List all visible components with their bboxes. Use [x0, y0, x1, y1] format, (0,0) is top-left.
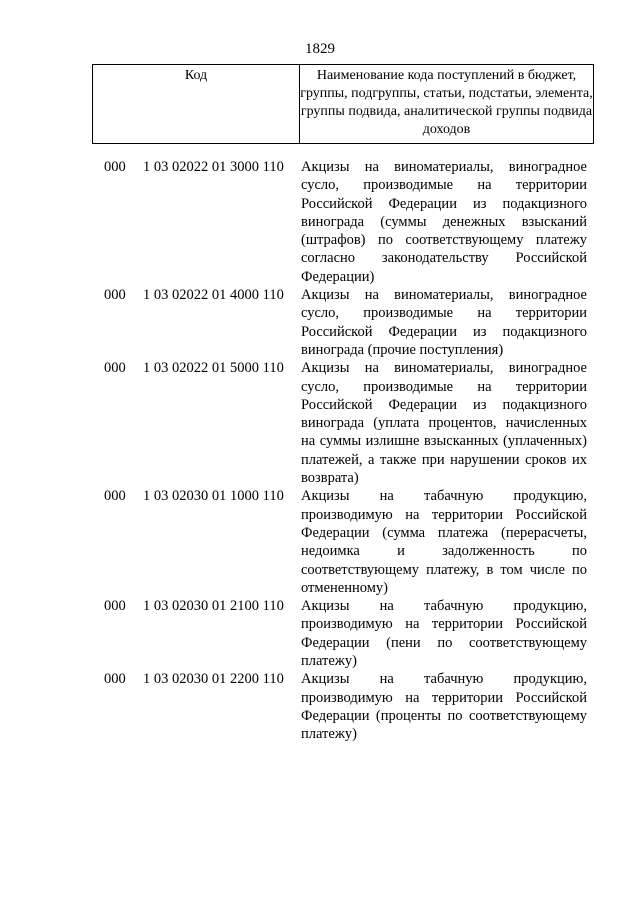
revenue-code: 1 03 02022 01 4000 110 — [143, 287, 284, 304]
revenue-name: Акцизы на табачную продукцию, производимую на территории Российской Федерации (пени по соответствующему платежу) — [301, 598, 587, 670]
revenue-name: Акцизы на виноматериалы, виноградное сусло, производимые на территории Российской Федерации из подакцизного винограда (суммы денежных взысканий (штрафов) по соответствующему платежу согласно законодательству Российской Федерации) — [301, 159, 587, 285]
code-column-header: Код — [93, 65, 300, 143]
table-row — [0, 670, 640, 743]
revenue-name: Акцизы на виноматериалы, виноградное сусло, производимые на территории Российской Федерации из подакцизного винограда (прочие поступления) — [301, 287, 587, 358]
table-row — [0, 286, 640, 359]
table-row — [0, 359, 640, 487]
table-header — [92, 64, 594, 144]
admin-code: 000 — [104, 488, 126, 505]
name-column-header: Наименование кода поступлений в бюджет, группы, подгруппы, статьи, подстатьи, элемента, группы подвида, аналитической группы подвида доходов — [300, 68, 593, 137]
admin-code: 000 — [104, 287, 126, 304]
page-number: 1829 — [305, 41, 335, 57]
table-body — [0, 158, 640, 744]
revenue-name: Акцизы на табачную продукцию, производимую на территории Российской Федерации (проценты по соответствующему платежу) — [301, 671, 587, 743]
admin-code: 000 — [104, 360, 126, 377]
revenue-name: Акцизы на виноматериалы, виноградное сусло, производимые на территории Российской Федерации из подакцизного винограда (уплата процентов, начисленных на суммы излишне взысканных (уплаченных) платежей, а также при нарушении сроков их возврата) — [301, 360, 587, 487]
table-row — [0, 158, 640, 286]
revenue-name: Акцизы на табачную продукцию, производимую на территории Российской Федерации (сумма платежа (перерасчеты, недоимка и задолженность по соответствующему платежу, в том числе по отмененному) — [301, 488, 587, 596]
table-row — [0, 487, 640, 597]
admin-code: 000 — [104, 671, 126, 688]
revenue-code: 1 03 02022 01 5000 110 — [143, 360, 284, 377]
table-row — [0, 597, 640, 670]
revenue-code: 1 03 02030 01 1000 110 — [143, 488, 284, 505]
revenue-code: 1 03 02022 01 3000 110 — [143, 159, 284, 175]
admin-code: 000 — [104, 159, 126, 175]
revenue-code: 1 03 02030 01 2100 110 — [143, 598, 284, 615]
admin-code: 000 — [104, 598, 126, 615]
revenue-code: 1 03 02030 01 2200 110 — [143, 671, 284, 688]
